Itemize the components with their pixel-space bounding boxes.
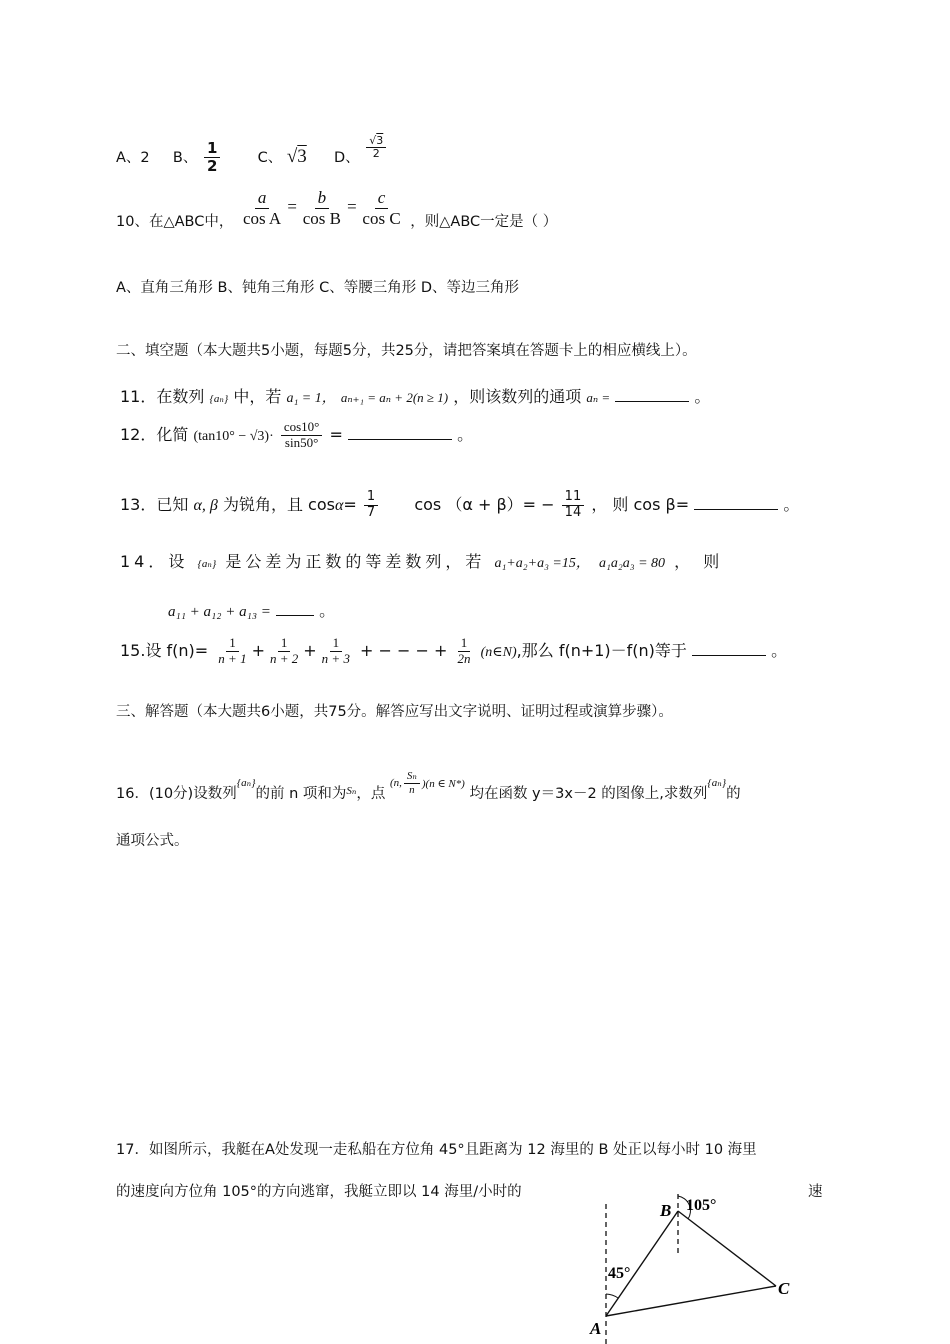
q10-options: A、直角三角形 B、钝角三角形 C、等腰三角形 D、等边三角形	[116, 280, 519, 296]
section-2-heading: 二、填空题（本大题共5小题，每题5分，共25分，请把答案填在答题卡上的相应横线上）。	[116, 343, 697, 359]
side-bc	[678, 1211, 776, 1286]
q9-options	[116, 133, 388, 176]
section-3-heading: 三、解答题（本大题共6小题，共75分。解答应写出文字说明、证明过程或演算步骤）。	[116, 704, 673, 720]
option-b-fraction: $\frac{1}{2}$	[204, 140, 220, 176]
q16-sequence-2: {aₙ}	[707, 777, 727, 790]
q12-fraction: $\frac{\cos 10^\circ}{\sin 50^\circ}$	[281, 420, 323, 451]
triangle-figure	[580, 1194, 840, 1344]
q11-an: aₙ =	[586, 390, 611, 405]
q15-fraction-2: $\frac{1}{n + 2}$	[269, 635, 299, 666]
q14-condition-2: a₁a₂a₃ = 80	[598, 556, 666, 571]
side-ac	[606, 1286, 776, 1316]
q13-fraction-2: $\frac{11}{14}$	[562, 490, 585, 521]
q14-sequence: {aₙ}	[197, 558, 217, 570]
q16-sequence: {aₙ}	[236, 777, 256, 790]
q15-fraction-1: $\frac{1}{n + 1}$	[218, 635, 247, 666]
q16-sn: Sₙ	[346, 785, 357, 798]
q14-sum: a₁₁ + a₁₂ + a₁₃ =	[168, 604, 271, 620]
angle-label-105: 105°	[686, 1197, 717, 1214]
q11-condition-2: aₙ₊₁ = aₙ + 2(n ≥ 1)	[340, 390, 449, 405]
q15-fraction-4: $\frac{1}{2n}$	[457, 635, 471, 666]
q10-fraction-c: $\frac{c}{\text{cos C}}$	[362, 188, 401, 228]
q11-sequence: {aₙ}	[209, 393, 229, 405]
q13-greek: α, β	[193, 496, 218, 514]
option-d-fraction: $\frac{√3}{2}$	[366, 135, 386, 161]
question-13: 13．已知 α, β 为锐角，且 cosα= $\frac{1}{7}$ cos （α + β）= − $\frac{11}{14}$ ， 则 cos β= 。	[120, 489, 800, 520]
q10-fraction-b: $\frac{b}{\text{cos B}}$	[302, 188, 341, 228]
question-17-line-2: 的速度向方位角 105°的方向逃窜，我艇立即以 14 海里/小时的	[116, 1184, 522, 1200]
q15-fraction-3: $\frac{1}{n + 3}$	[321, 635, 350, 666]
label-c: C	[778, 1279, 790, 1298]
label-a: A	[590, 1319, 602, 1338]
q16-point: (n, $\frac{\text{Sₙ}}{n}$ )(n ∈ N*)	[389, 770, 465, 796]
question-14: 14．设 {aₙ} 是公差为正数的等差数列，若 a₁+a₂+a₃ =15， a₁a₂a₃ = 80 ， 则	[120, 552, 724, 571]
option-b-label: B、	[172, 149, 198, 166]
question-17-line-1: 17．如图所示，我艇在A处发现一走私船在方位角 45°且距离为 12 海里的 B 处正以每小时 10 海里	[116, 1142, 757, 1158]
option-d-label: D、	[333, 149, 360, 166]
question-16: 16．(10分)设数列{aₙ}的前 n 项和为$_{S_n}$，点 (n, $\frac{\text{Sₙ}}{n}$ )(n ∈ N*) 均在函数 y＝3x－2 的图像上,求数列{aₙ}的	[116, 770, 741, 803]
option-c-label: C、	[257, 149, 283, 166]
q11-condition-1: a₁ = 1，	[286, 391, 336, 406]
q13-answer-blank[interactable]	[694, 495, 778, 510]
question-15: 15.设 f(n)= $\frac{1}{n + 1}$ + $\frac{1}{n + 2}$ + $\frac{1}{n + 3}$ + − − − + $\frac{1}{2n}$ (n∈N),那么 f(n+1)－f(n)等于 。	[120, 635, 788, 666]
q13-fraction-1: $\frac{1}{7}$	[364, 490, 378, 521]
angle-label-45: 45°	[608, 1265, 631, 1282]
q14-line-2: a₁₁ + a₁₂ + a₁₃ = 。	[168, 601, 336, 620]
label-b: B	[660, 1201, 672, 1220]
question-10: 10、在△ABC中， $\frac{a}{\text{cos A}}$ = $\frac{b}{\text{cos B}}$ = $\frac{c}{\text{cos C}}$ ，则△ABC一定是（ ）	[116, 188, 558, 231]
q10-fraction-a: $\frac{a}{\text{cos A}}$	[242, 188, 282, 228]
q15-domain: (n∈N)	[480, 644, 517, 660]
q10-prefix: 10、在△ABC中，	[116, 214, 234, 231]
question-12: 12．化简 (tan10° − √3)· $\frac{\cos 10^\circ}{\sin 50^\circ}$ = 。	[120, 419, 474, 450]
q15-answer-blank[interactable]	[692, 641, 766, 656]
q12-expression: (tan10° − √3)·	[193, 428, 274, 444]
option-c-sqrt: √3	[286, 145, 307, 167]
q14-answer-blank[interactable]	[276, 601, 314, 616]
side-ab	[606, 1211, 678, 1316]
q16-line-2: 通项公式。	[116, 833, 189, 849]
question-11: 11．在数列 {aₙ} 中，若 a₁ = 1， aₙ₊₁ = aₙ + 2(n ≥ 1) ，则该数列的通项 aₙ = 。	[120, 387, 711, 406]
option-a: A、2	[116, 149, 150, 166]
q14-condition-1: a₁+a₂+a₃ =15，	[494, 556, 590, 571]
q12-answer-blank[interactable]	[348, 425, 452, 440]
question-17-line-2-end: 速	[808, 1184, 823, 1200]
q10-suffix: ，则△ABC一定是（ ）	[410, 214, 558, 231]
angle-arc-45	[606, 1294, 618, 1298]
q11-answer-blank[interactable]	[615, 387, 689, 402]
